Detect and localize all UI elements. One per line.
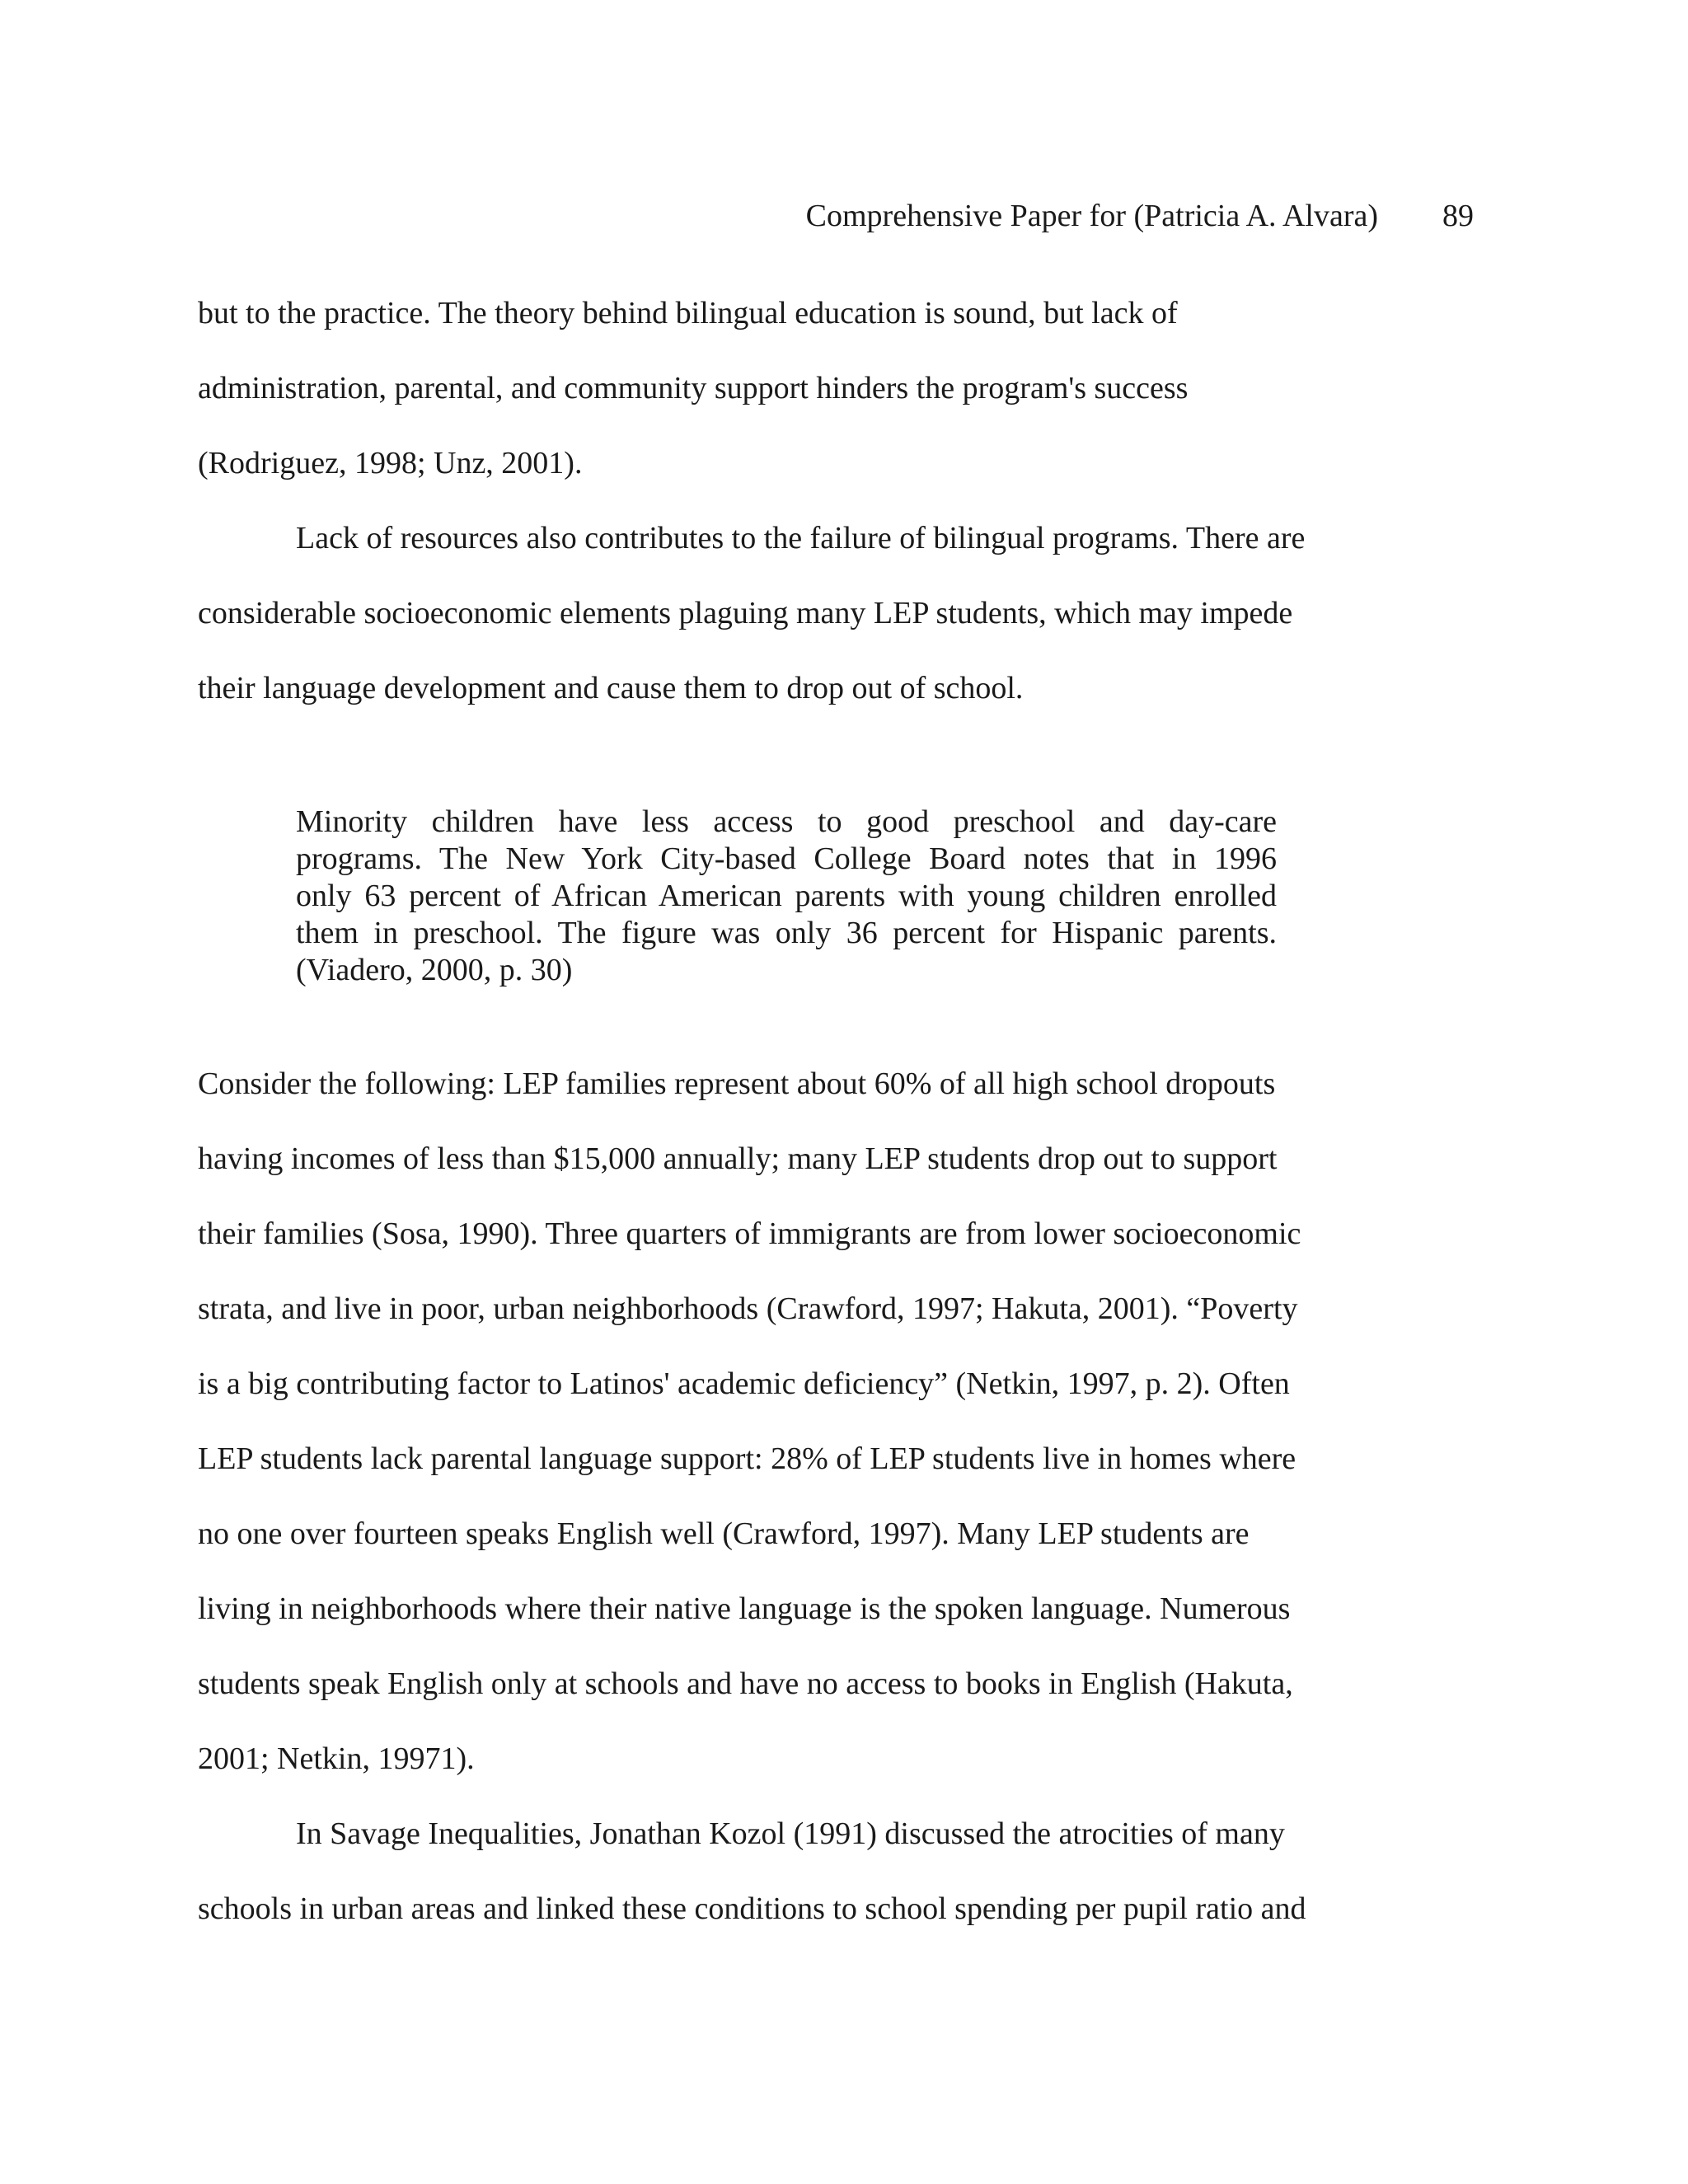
block-quote-line: programs. The New York City-based College Board notes that in 1996 [296, 841, 1277, 876]
paragraph-line: but to the practice. The theory behind bilingual education is sound, but lack of [198, 296, 1178, 330]
block-quote-line: them in preschool. The figure was only 36 percent for Hispanic parents. [296, 916, 1277, 950]
page-number: 89 [1442, 199, 1474, 233]
paragraph-line: considerable socioeconomic elements plaguing many LEP students, which may impede [198, 596, 1293, 630]
paragraph-line: (Rodriguez, 1998; Unz, 2001). [198, 446, 583, 480]
paragraph-line: having incomes of less than $15,000 annually; many LEP students drop out to support [198, 1141, 1278, 1176]
paragraph-line: Consider the following: LEP families represent about 60% of all high school dropouts [198, 1066, 1276, 1101]
running-title: Comprehensive Paper for (Patricia A. Alvara) [805, 199, 1378, 233]
block-quote-line: only 63 percent of African American parents with young children enrolled [296, 879, 1277, 913]
paragraph-line: their language development and cause them to drop out of school. [198, 671, 1024, 705]
running-header [806, 198, 1474, 234]
paragraph-line: is a big contributing factor to Latinos' academic deficiency” (Netkin, 1997, p. 2). Often [198, 1366, 1290, 1401]
paragraph-line: their families (Sosa, 1990). Three quarters of immigrants are from lower socioeconomic [198, 1216, 1301, 1251]
paragraph-line: administration, parental, and community support hinders the program's success [198, 371, 1189, 405]
block-quote-line: Minority children have less access to good preschool and day-care [296, 804, 1277, 839]
paragraph-line: no one over fourteen speaks English well (Crawford, 1997). Many LEP students are [198, 1516, 1250, 1551]
paragraph-line: 2001; Netkin, 19971). [198, 1741, 475, 1776]
paragraph-line: Lack of resources also contributes to the failure of bilingual programs. There are [296, 521, 1306, 555]
paragraph-line: students speak English only at schools and have no access to books in English (Hakuta, [198, 1666, 1293, 1701]
block-quote [296, 804, 1277, 989]
paragraph-line: LEP students lack parental language support: 28% of LEP students live in homes where [198, 1441, 1296, 1476]
block-quote-citation: (Viadero, 2000, p. 30) [296, 953, 573, 987]
paragraph-line: In Savage Inequalities, Jonathan Kozol (1991) discussed the atrocities of many [296, 1816, 1285, 1851]
paragraph-line: living in neighborhoods where their native language is the spoken language. Numerous [198, 1591, 1291, 1626]
paragraph-line: schools in urban areas and linked these conditions to school spending per pupil ratio and [198, 1891, 1306, 1926]
paragraph-line: strata, and live in poor, urban neighborhoods (Crawford, 1997; Hakuta, 2001). “Poverty [198, 1291, 1298, 1326]
